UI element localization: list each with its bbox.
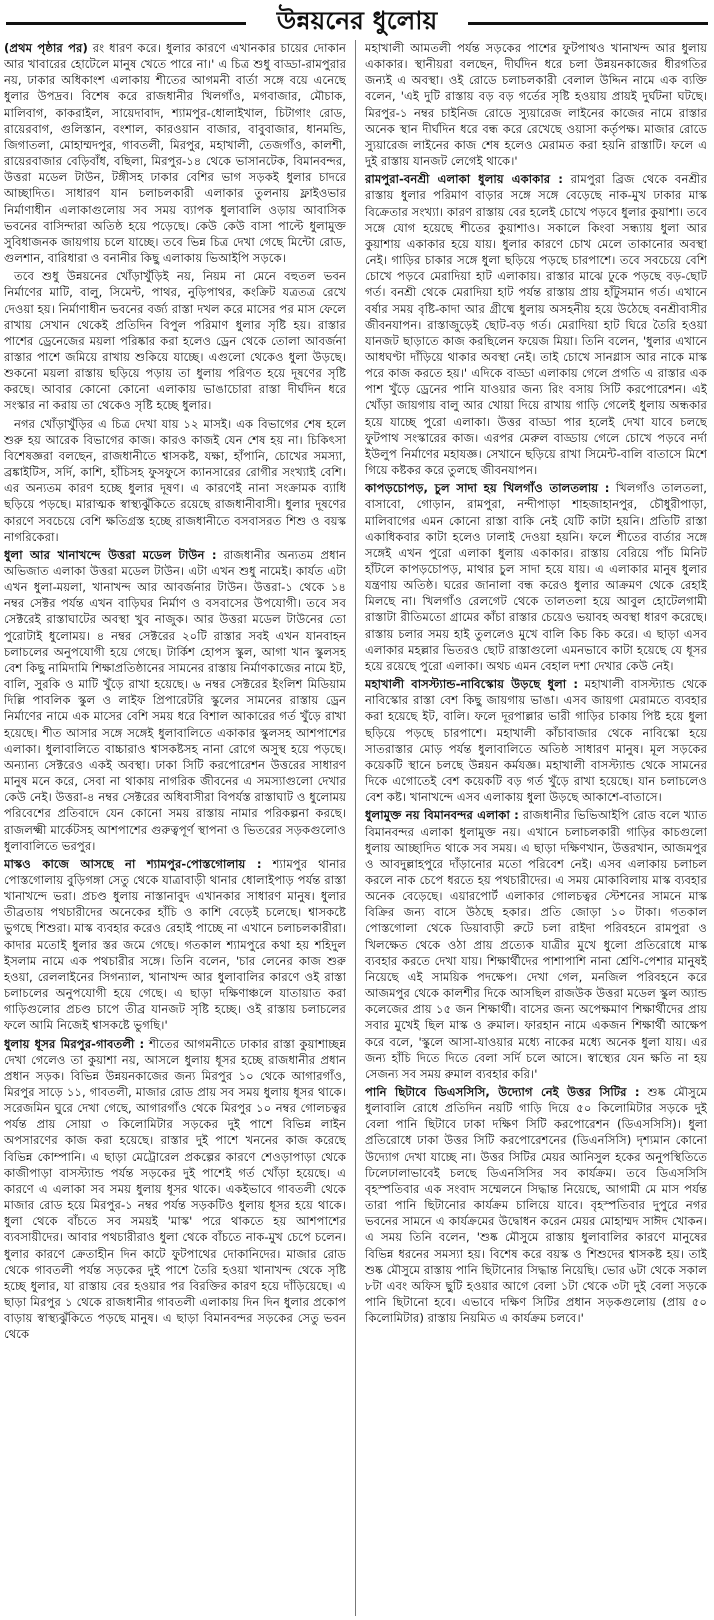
article-paragraph <box>4 416 346 545</box>
paragraph-text: শুষ্ক মৌসুমে ধুলাবালি রোধে প্রতিদিন নয়টি গাড়ি দিয়ে ৫০ কিলোমিটার সড়কে দুই বেলা পানি ছিটাবে ঢাকা দক্ষিণ সিটি করপোরেশন (ডিএসসিসি)। ধুলা প্রতিরোধে ঢাকা উত্তর সিটি করপোরেশনের (ডিএনসিসি) দৃশ্যমান কোনো উদ্যোগ দেখা যাচ্ছে না। উত্তর সিটির মেয়র আনিসুল হকের অনুপস্থিতিতে ঢিলেঢালাভাবেই চলছে ডিএনসিসির সব কার্যক্রম। তবে ডিএসসিসি বৃহস্পতিবার এক সংবাদ সম্মেলনে সিদ্ধান্ত নিয়েছে, আগামী মে মাস পর্যন্ত তারা পানি ছিটানোর কার্যক্রম চালিয়ে যাবে। বৃহস্পতিবার দুপুরে নগর ভবনের সামনে এ কার্যক্রমের উদ্বোধন করেন মেয়র মোহাম্মদ সাঈদ খোকন। এ সময় তিনি বলেন, 'শুষ্ক মৌসুমে রাস্তায় ধুলাবালির কারণে মানুষের বিভিন্ন ধরনের সমস্যা হয়। বিশেষ করে বয়স্ক ও শিশুদের শ্বাসকষ্ট হয়। তাই শুষ্ক মৌসুমে রাস্তায় পানি ছিটানোর সিদ্ধান্ত নিয়েছি। ভোর ৬টা থেকে সকাল ৮টা এবং অফিস ছুটি হওয়ার আগে বেলা ১টা থেকে ৩টা দুই বেলা সড়কে পানি ছিটানো হবে। এভাবে দক্ষিণ সিটির প্রধান সড়কগুলোয় (প্রায় ৫০ কিলোমিটার) রাস্তায় নিয়মিত এ কার্যক্রম চলবে।' <box>365 1085 707 1326</box>
article-paragraph <box>365 171 707 478</box>
section-heading: মাস্কও কাজে আসছে না শ্যামপুর-পোস্তগোলায় : <box>4 856 262 871</box>
article-paragraph <box>4 856 346 1034</box>
left-column <box>4 40 346 1616</box>
article-paragraph <box>4 40 346 266</box>
article-section <box>365 1084 707 1326</box>
article-paragraph <box>4 268 346 413</box>
section-heading: (প্রথম পৃষ্ঠার পর) <box>4 41 88 55</box>
right-column <box>365 40 707 1616</box>
paragraph-text: শীতের আগমনীতে ঢাকার রাস্তা কুয়াশাচ্ছন্ন দেখা গেলেও তা কুয়াশা নয়, আসলে ধুলায় ধূসর হচ্ছে রাজধানীর প্রধান প্রধান সড়ক। বিভিন্ন উন্নয়নকাজের জন্য মিরপুর ১০ থেকে আগারগাঁও, মিরপুর সাড়ে ১১, গাবতলী, মাজার রোড প্রায় সব সময় ধুলায় ধূসর থাকে। সরেজমিন ঘুরে দেখা গেছে, আগারগাঁও থেকে মিরপুর ১০ নম্বর গোলচত্বর পর্যন্ত প্রায় সোয়া ৩ কিলোমিটার সড়কের দুই পাশে বিভিন্ন লাইন অপসারণের কাজ করা হয়েছে। রাস্তার দুই পাশে খননের কাজ করেছে বিভিন্ন কোম্পানি। এ ছাড়া মেট্রোরেল প্রকল্পের কারণে শেওড়াপাড়া থেকে কাজীপাড়া বাসস্ট্যান্ড পর্যন্ত সড়কের দুই পাশেই গর্ত খোঁড়া হয়েছে। এ কারণে এ এলাকা সব সময় ধুলায় ধূসর থাকে। একইভাবে গাবতলী থেকে মাজার রোড হয়ে মিরপুর-১ নম্বর পর্যন্ত সড়কটিও ধুলায় ধূসর হয়ে থাকে। ধুলা থেকে বাঁচতে সব সময়ই 'মাস্ক' পরে থাকতে হয় আশপাশের ব্যবসায়ীদের। আবার পথচারীরাও ধুলা থেকে বাঁচতে নাক-মুখ চেপে চলেন। ধুলার কারণে ক্রেতাহীন দিন কাটে ফুটপাথের দোকানিদের। মাজার রোড থেকে গাবতলী পর্যন্ত সড়কের দুই পাশে তৈরি হওয়া খানাখন্দ থেকে সৃষ্টি হচ্ছে ধুলার, যা রাস্তায় বের হওয়ার পর বিরক্তির কারণ হয়ে দাঁড়িয়েছে। এ ছাড়া মিরপুর ১ থেকে রাজধানীর গাবতলী এলাকায় দিন দিন ধুলার প্রকোপ বাড়ায় স্বাস্থ্যঝুঁকিতে পড়ছে মানুষ। এ ছাড়া বিমানবন্দর সড়কের সেতু ভবন থেকে <box>4 1036 346 1342</box>
column-divider <box>355 40 356 1616</box>
article-section <box>365 480 707 674</box>
article-section <box>4 547 346 854</box>
article-paragraph <box>365 40 707 169</box>
paragraph-text: তবে শুধু উন্নয়নের খোঁড়াখুঁড়িই নয়, নিয়ম না মেনে বহুতল ভবন নির্মাণের মাটি, বালু, সিমেন্ট, পাথর, নুড়িপাথর, কংক্রিট যত্রতত্র রেখে দেওয়া হয়। নির্মাণাধীন ভবনের বর্জ্য রাস্তা দখল করে মাসের পর মাস ফেলে রাখায় সেখান থেকেই প্রতিদিন বিপুল পরিমাণ ধুলার সৃষ্টি হয়। রাস্তার পাশের ড্রেনেজের ময়লা পরিষ্কার করা হলেও ড্রেন থেকে তোলা আবর্জনা রাস্তার পাশে জমিয়ে রাখায় শুকিয়ে যাচ্ছে। এগুলো থেকেও ধুলা উড়ছে। শুকনো ময়লা রাস্তায় ছড়িয়ে পড়ায় তা ধুলায় পরিণত হয়ে দূষণের সৃষ্টি করছে। আবার কোনো কোনো এলাকায় ভাঙাচোরা রাস্তা দীর্ঘদিন ধরে সংস্কার না করায় তা থেকেও সৃষ্টি হচ্ছে ধুলার। <box>4 269 346 413</box>
article-paragraph <box>365 676 707 805</box>
section-heading: ধুলায় ধূসর মিরপুর-গাবতলী : <box>4 1036 145 1051</box>
article-section <box>365 171 707 478</box>
article-section <box>4 40 346 545</box>
section-heading: কাপড়চোপড়, চুল সাদা হয় খিলগাঁও তালতলায় : <box>365 481 610 496</box>
section-heading: ধুলামুক্ত নয় বিমানবন্দর এলাকা : <box>365 808 519 823</box>
paragraph-text: নগর খোঁড়াখুঁড়ির এ চিত্র দেখা যায় ১২ মাসই। এক বিভাগের শেষ হলে শুরু হয় আরেক বিভাগের কাজ। কারও কাজই যেন শেষ হয় না। চিকিৎসা বিশেষজ্ঞরা বলছেন, রাজধানীতে শ্বাসকষ্ট, যক্ষা, হাঁপানি, চোখের সমস্যা, ব্রঙ্কাইটিস, সর্দি, কাশি, হাঁচিসহ ফুসফুসে ক্যানসারের রোগীর সংখ্যাই বেশি। এর অন্যতম কারণ হচ্ছে ধুলার দূষণ। এ কারণেই নানা সংক্রামক ব্যাধি ছড়িয়ে পড়ছে। মারাত্মক স্বাস্থ্যঝুঁকিতে রয়েছে রাজধানীবাসী। ধুলার দূষণের কারণে সবচেয়ে বেশি ক্ষতিগ্রস্ত হচ্ছে রাজধানীতে বসবাসরত শিশু ও বয়স্ক নাগরিকেরা। <box>4 416 346 544</box>
page-title-wrap <box>0 4 714 38</box>
article-section <box>4 856 346 1034</box>
paragraph-text: রামপুরা ব্রিজ থেকে বনশ্রীর রাস্তায় ধুলার পরিমাণ বাড়ার সঙ্গে সঙ্গে বেড়েছে নাক-মুখ ঢাকার মাস্ক বিক্রেতার সংখ্যা। কারণ রাস্তায় বের হলেই চোখে পড়বে ধুলার কুয়াশা। তবে সঙ্গে যোগ হয়েছে শীতের কুয়াশাও। সকালে কিংবা সন্ধ্যায় ধুলা আর কুয়াশায় একাকার হয়ে যায়। ধুলার কারণে চোখ মেলে তাকানোর অবস্থা নেই। গাড়ির চাকার সঙ্গে ধুলা ছড়িয়ে পড়ছে চারপাশে। তবে সবচেয়ে বেশি চোখে পড়বে মেরাদিয়া হাট এলাকায়। রাস্তার মাঝে ঢুকে পড়ছে বড়-ছোট গর্ত। বনশ্রী থেকে মেরাদিয়া হাট পর্যন্ত রাস্তায় প্রায় হাঁটুসমান গর্ত। এখানে বর্ষার সময় বৃষ্টি-কাদা আর গ্রীষ্মে ধুলায় অসহনীয় হয়ে উঠেছে বনশ্রীবাসীর জীবনযাপন। রাস্তাজুড়েই ছোট-বড় গর্ত। মেরাদিয়া হাট ঘিরে তৈরি হওয়া যানজট ছাড়াতে কাজ করছিলেন ফয়েজ মিয়া। তিনি বলেন, 'ধুলার এখানে আধঘণ্টা দাঁড়িয়ে থাকার অবস্থা নেই। তাই চোখে সানগ্লাস আর নাকে মাস্ক পরে কাজ করতে হয়।' এদিকে বাড্ডা এলাকায় গেলে প্রগতি এ রাস্তার এক পাশ খুঁড়ে ড্রেনের পানি যাওয়ার জন্য রিং বসায় সিটি করপোরেশন। এই খোঁড়া জায়গায় বালু আর খোয়া দিয়ে রাখায় গাড়ি গেলেই ধুলায় অন্ধকার হয়ে যাচ্ছে পুরো এলাকা। উত্তর বাড্ডা পার হলেই দেখা যাবে চলছে ফুটপাথ সংস্কারের কাজ। এরপর মেরুল বাড্ডায় গেলে চোখে পড়বে নর্দা ইউলুপ নির্মাণের মহাযজ্ঞ। সেখানে ছড়িয়ে রাখা সিমেন্ট-বালি বাতাসে মিশে গিয়ে কষ্টকর করে তুলছে জীবনযাপন। <box>365 172 707 478</box>
article-section <box>365 676 707 805</box>
article-section <box>365 807 707 1082</box>
article-paragraph <box>365 480 707 674</box>
paragraph-text: খিলগাঁও তালতলা, বাসাবো, গোড়ান, রামপুরা, নন্দীপাড়া শাহজাহানপুর, চৌধুরীপাড়া, মালিবাগের এমন কোনো রাস্তা বাকি নেই যেটি কাটা হয়নি। প্রতিটি রাস্তা একাধিকবার কাটা হলেও ঢালাই দেওয়া হয়নি। ফলে শীতের বার্তার সঙ্গে সঙ্গেই এখন পুরো এলাকা ধুলায় একাকার। রাস্তায় বেরিয়ে পাঁচ মিনিট হাঁটলে কাপড়চোপড়, মাথার চুল সাদা হয়ে যায়। এ এলাকার মানুষ ধুলার যন্ত্রণায় অতিষ্ঠ। ঘরের জানালা বন্ধ করেও ধুলার আক্রমণ থেকে রেহাই মিলছে না। খিলগাঁও রেলগেট থেকে তালতলা হয়ে আবুল হোটেলগামী রাস্তাটা রীতিমতো গ্রামের কাঁচা রাস্তার চেয়েও ভয়াবহ অবস্থা ধারণ করেছে। রাস্তায় চলার সময় হাই তুললেও মুখে বালি কিচ কিচ করে। এ ছাড়া এসব এলাকার মহল্লার ভিতরও ছোট রাস্তাগুলো এমনভাবে কাটা হয়েছে যে ধূসর হয়ে রয়েছে পুরো এলাকা। অথচ এমন বেহাল দশা দেখার কেউ নেই। <box>365 481 707 673</box>
section-heading: ধুলা আর খানাখন্দে উত্তরা মডেল টাউন : <box>4 547 217 562</box>
article-section <box>4 1036 346 1343</box>
page-title: উন্নয়নের ধুলোয় <box>269 6 446 35</box>
section-heading: রামপুরা-বনশ্রী এলাকা ধুলায় একাকার : <box>365 172 563 187</box>
article-paragraph <box>4 547 346 854</box>
paragraph-text: শ্যামপুর থানার পোস্তগোলায় বুড়িগঙ্গা সেতু থেকে যাত্রাবাড়ী থানার ধোলাইপাড় পর্যন্ত রাস্তা খানাখন্দে ভরা। প্রচণ্ড ধুলায় নাস্তানাবুদ এখানকার সাধারণ মানুষ। ধুলার তীব্রতায় পথচারীদের অনেকের হাঁচি ও কাশি বেড়েই চলেছে। শ্বাসকষ্টে ভুগছে শিশুরা। মাস্ক ব্যবহার করেও রেহাই পাচ্ছে না এখানে চলাচলকারীরা। কাদার মতোই ধুলার স্তর জমে গেছে। গতকাল শ্যামপুরে কথা হয় শহিদুল ইসলাম নামে এক পথচারীর সঙ্গে। তিনি বলেন, 'চার লেনের কাজ শুরু হওয়া, রেললাইনের সিগন্যাল, খানাখন্দ আর ধুলাবালির কারণে ওই রাস্তা চলাচলের অনুপযোগী হয়ে গেছে। এ ছাড়া দক্ষিণাঞ্চলে যাতায়াত করা গাড়িগুলোর প্রচণ্ড চাপে তীব্র যানজট সৃষ্টি হচ্ছে। ওই রাস্তায় চলাচলের ফলে আমি নিজেই শ্বাসকষ্টে ভুগছি।' <box>4 856 346 1033</box>
paragraph-text: রাজধানীর অন্যতম প্রধান অভিজাত এলাকা উত্তরা মডেল টাউন। এটা এখন শুধু নামেই। কার্যত এটা এখন ধুলা-ময়লা, খানাখন্দ আর আবর্জনার টাউন। উত্তরা-১ থেকে ১৪ নম্বর সেক্টর পর্যন্ত এখন বাড়িঘর নির্মাণ ও বসবাসের উপযোগী। তবে সব সেক্টরেই রাস্তাঘাটের অবস্থা খুব নাজুক। আর উত্তরা মডেল টাউনের তো পুরোটাই ধুলোময়। ৪ নম্বর সেক্টরের ২০টি রাস্তার সবই এখন যানবাহন চলাচলের অনুপযোগী হয়ে গেছে। টার্কিশ হোপস স্কুল, আগা খান স্কুলসহ বেশ কিছু নামিদামি শিক্ষাপ্রতিষ্ঠানের সামনের রাস্তায় নির্মাণকাজের নামে ইট, বালি, সুরকি ও মাটি খুঁড়ে রাখা হয়েছে। ৬ নম্বর সেক্টরের ইংলিশ মিডিয়াম দিল্লি পাবলিক স্কুল ও লাইফ প্রিপারেটরি স্কুলের সামনের রাস্তায় ড্রেন নির্মাণের নামে এক মাসের বেশি সময় ধরে বিশাল আকারের গর্ত খুঁড়ে রাখা হয়েছে। শীত আসার সঙ্গে সঙ্গেই ধুলাবালিতে একাকার স্কুলসহ আশপাশের এলাকা। ধুলাবালিতে বাচ্চারাও শ্বাসকষ্টসহ নানা রোগে অসুস্থ হয়ে পড়ছে। অন্যান্য সেক্টরেও একই অবস্থা। ঢাকা সিটি করপোরেশন উত্তরের সাধারণ মানুষ মনে করে, সেবা না থাকায় নাগরিক জীবনের এ সমস্যাগুলো দেখার কেউ নেই। উত্তরা-৪ নম্বর সেক্টরের অধিবাসীরা বিপর্যস্ত রাস্তাঘাট ও ধুলোময় পরিবেশের প্রতিবাদে যেন কোনো সময় রাস্তায় নামার পরিকল্পনা করছে। রাজলক্ষ্মী মার্কেটসহ আশপাশের গুরুত্বপূর্ণ স্থাপনা ও ভিতরের সড়কগুলোও ধুলাবালিতে ভরপুর। <box>4 547 346 853</box>
article-section <box>365 40 707 169</box>
paragraph-text: রং ধারণ করে। ধুলার কারণে এখানকার চায়ের দোকান আর খাবারের হোটেলে মানুষ খেতে পারে না।' এ চিত্র শুধু বাড্ডা-রামপুরার নয়, ঢাকার অধিকাংশ এলাকায় শীতের আগমনী বার্তা সঙ্গে বয়ে এনেছে ধুলার উপদ্রব। বিশেষ করে রাজধানীর খিলগাঁও, মগবাজার, মৌচাক, মালিবাগ, কাকরাইল, সায়েদাবাদ, শ্যামপুর-ধোলাইখাল, চিটাগাং রোড, রায়েরবাগ, গুলিস্তান, বংশাল, কারওয়ান বাজার, বাবুবাজার, ধানমন্ডি, জিগাতলা, মোহাম্মদপুর, গাবতলী, মিরপুর, মহাখালী, তেজগাঁও, কালশী, রায়েরবাজার বেড়িবাঁধ, বছিলা, মিরপুর-১৪ থেকে ভাসানটেক, বিমানবন্দর, উত্তরা মডেল টাউন, টঙ্গীসহ ঢাকার বেশির ভাগ সড়কই ধুলার চাদরে আচ্ছাদিত। সাধারণ যান চলাচলকারী এলাকার তুলনায় ফ্লাইওভার নির্মাণাধীন এলাকাগুলোয় সব সময় ব্যাপক ধুলাবালি ওড়ায় আবাসিক ভবনের বাসিন্দারা অতিষ্ঠ হয়ে পড়েছে। কেউ কেউ বাসা পাল্টে ধুলামুক্ত সুবিধাজনক জায়গায় চলে যাচ্ছে। তবে ভিন্ন চিত্র দেখা গেছে মিন্টো রোড, গুলশান, বারিধারা ও বনানীর কিছু এলাকায় ভিআইপি সড়কে। <box>4 41 346 266</box>
article-paragraph <box>365 807 707 1082</box>
paragraph-text: রাজধানীর ভিভিআইপি রোড বলে খ্যাত বিমানবন্দর এলাকা ধুলামুক্ত নয়। এখানে চলাচলকারী গাড়ির কাচগুলো ধুলায় আচ্ছাদিত থাকে সব সময়। এ ছাড়া দক্ষিণখান, উত্তরখান, আজমপুর ও আবদুল্লাহপুরে দাঁড়ানোর মতো পরিবেশ নেই। এসব এলাকায় চলাচল করলে নাক চেপে ধরতে হয় পথচারীদের। এ সময় মোকাবিলায় মাস্ক ব্যবহার অনেক বেড়েছে। এয়ারপোর্ট এলাকার গোলচত্বর স্টেশনের সামনে মাস্ক বিক্রির জন্য বাসে উঠছে হকার। প্রতি জোড়া ১০ টাকা। গতকাল পোস্তগোলা থেকে ডিয়াবাড়ী রুটে চলা রাইদা পরিবহনে রামপুরা ও খিলক্ষেত থেকে ওঠা প্রায় প্রত্যেক যাত্রীর মুখে ধুলো প্রতিরোধে মাস্ক ব্যবহার করতে দেখা যায়। শিক্ষার্থীদের পাশাপাশি নানা শ্রেণি-পেশার মানুষই নিয়েছে এই সাময়িক পদক্ষেপ। দেখা গেল, মনজিল পরিবহনে করে আজমপুর থেকে কালশীর দিকে আসছিল রাজউক উত্তরা মডেল স্কুল অ্যান্ড কলেজের প্রায় ১৫ জন শিক্ষার্থী। বাসের জন্য অপেক্ষমাণ শিক্ষার্থীদের প্রায় সবার মুখেই ছিল মাস্ক ও রুমাল। ফারহান নামে একজন শিক্ষার্থী আক্ষেপ করে বলে, 'স্কুলে আসা-যাওয়ার মধ্যে নাকের মধ্যে অনেক ধুলা যায়। এর জন্য হাঁচি দিতে দিতে বেলা সর্দি চলে আসে। স্বাস্থ্যের যেন ক্ষতি না হয় সেজন্য সব সময় রুমাল ব্যবহার করি।' <box>365 808 707 1081</box>
article-paragraph <box>365 1084 707 1326</box>
article-paragraph <box>4 1036 346 1343</box>
paragraph-text: মহাখালী বাসস্ট্যান্ড থেকে নাবিস্কোর রাস্তা বেশ কিছু জায়গায় ভাঙা। এসব জায়গা মেরামতে ব্যবহার করা হয়েছে ইট, বালি। ফলে দূরপাল্লার ভারী গাড়ির চাকায় পিষ্ট হয়ে ধুলা ছড়িয়ে পড়ছে চারপাশে। মহাখালী কাঁচাবাজার থেকে নাবিস্কো হয়ে সাতরাস্তার মোড় পর্যন্ত ধুলাবালিতে অতিষ্ঠ সাধারণ মানুষ। মূল সড়কের কয়েকটি স্থানে চলছে উন্নয়ন কর্মযজ্ঞ। মহাখালী বাসস্ট্যান্ড থেকে সামনের দিকে এগোতেই বেশ কয়েকটি বড় গর্ত খুঁড়ে রাখা হয়েছে। যান চলাচলেও বেশ কষ্ট। খানাখন্দে এসব এলাকায় ধুলা উড়ছে আকাশে-বাতাসে। <box>365 677 707 805</box>
page-header <box>0 4 714 38</box>
paragraph-text: মহাখালী আমতলী পর্যন্ত সড়কের পাশের ফুটপাথও খানাখন্দ আর ধুলায় একাকার। স্থানীয়রা বলছেন, দীর্ঘদিন ধরে চলা উন্নয়নকাজের ধীরগতির জন্যই এ অবস্থা। ওই রোডে চলাচলকারী বেলাল উদ্দিন নামে এক ব্যক্তি বলেন, 'এই দুটি রাস্তায় বড় বড় গর্তের সৃষ্টি হওয়ায় প্রায়ই দুর্ঘটনা ঘটছে। মিরপুর-১ নম্বর চাইনিজ রোডে স্যুয়ারেজ লাইনের কাজের নামে রাস্তার অনেক স্থান দীর্ঘদিন ধরে বন্ধ করে রেখেছে ওয়াসা কর্তৃপক্ষ। মাজার রোডে স্যুয়ারেজ লাইনের কাজ শেষ হলেও মেরামত করা হয়নি রাস্তাটি। ফলে এ দুই রাস্তায় যানজট লেগেই থাকে।' <box>365 41 707 169</box>
section-heading: মহাখালী বাসস্ট্যান্ড-নাবিস্কোয় উড়ছে ধুলা : <box>365 677 578 692</box>
section-heading: পানি ছিটাবে ডিএসসিসি, উদ্যোগ নেই উত্তর সিটির : <box>365 1085 640 1099</box>
